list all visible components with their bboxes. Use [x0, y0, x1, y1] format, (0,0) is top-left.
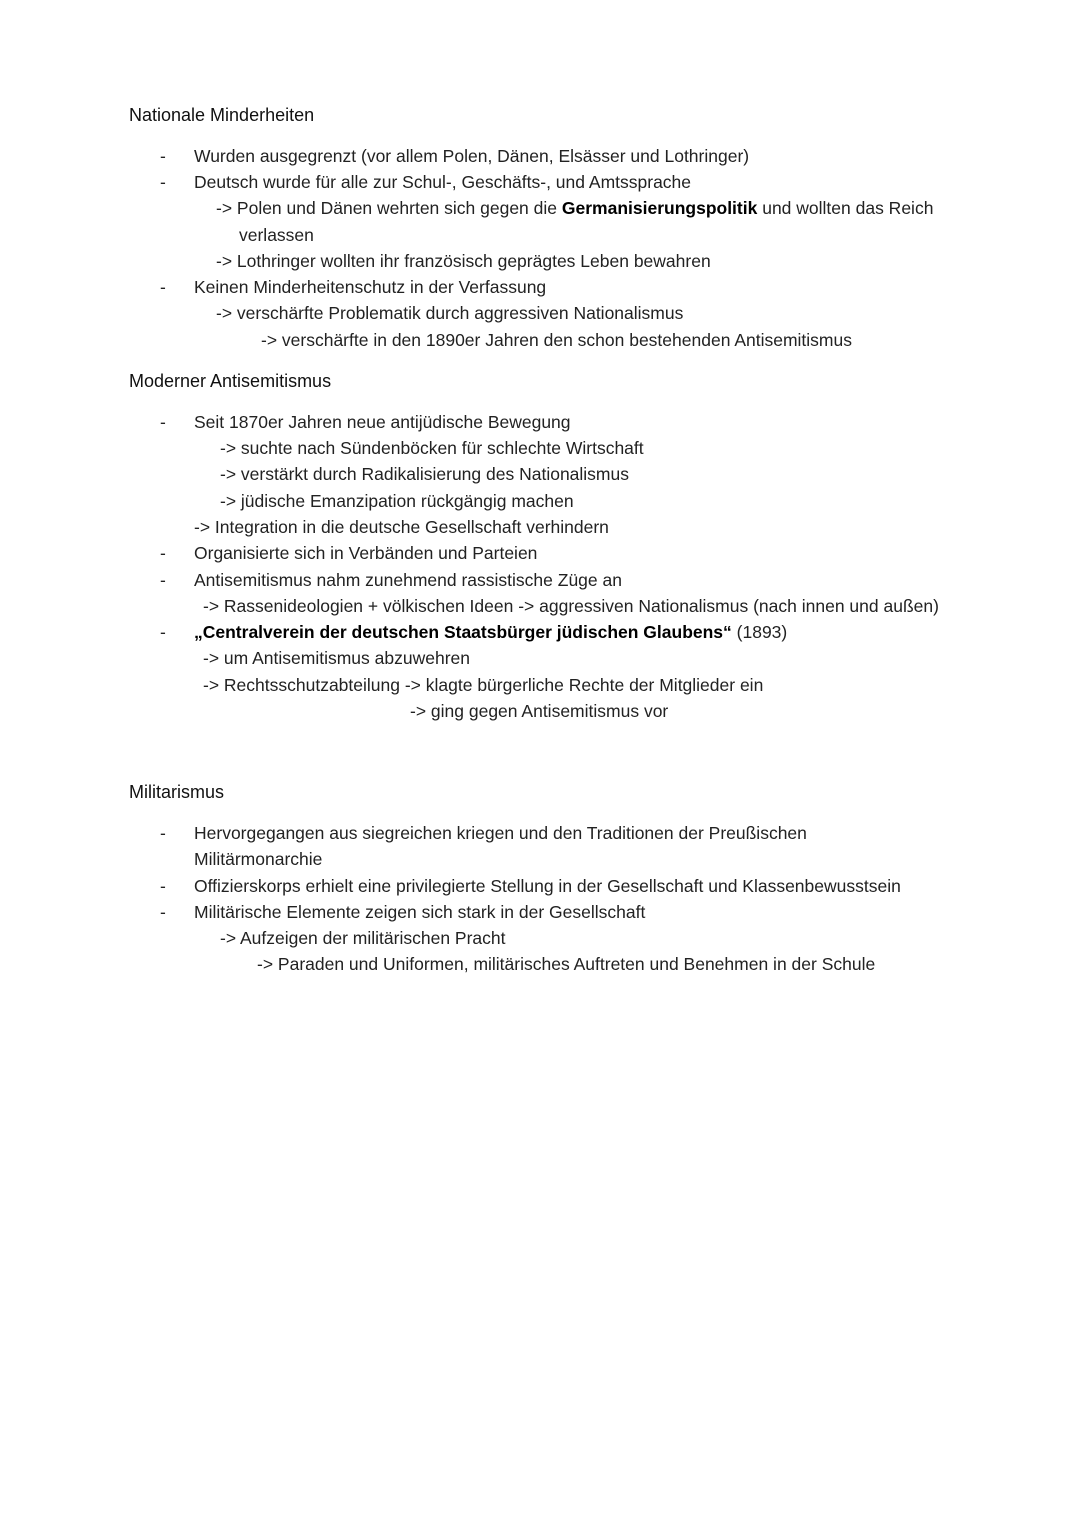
emphasis-term: Germanisierungspolitik	[561, 198, 758, 218]
bullet-text: Antisemitismus nahm zunehmend rassistische Züge an	[194, 570, 622, 590]
sub-sub-point: -> Paraden und Uniformen, militärisches Auftreten und Benehmen in der Schule	[257, 954, 876, 974]
sub-point	[216, 196, 933, 220]
sub-point: -> verschärfte Problematik durch aggressiven Nationalismus	[216, 303, 684, 323]
bullet-dash: -	[160, 622, 166, 642]
bullet-dash: -	[160, 902, 166, 922]
bullet-text: Organisierte sich in Verbänden und Parteien	[194, 543, 538, 563]
sub-point: -> Rassenideologien + völkischen Ideen -> aggressiven Nationalismus (nach innen und außen)	[203, 596, 939, 616]
bullet-dash: -	[160, 412, 166, 432]
sub-point-text: und wollten das Reich	[757, 198, 934, 218]
sub-point: -> Rechtsschutzabteilung -> klagte bürgerliche Rechte der Mitglieder ein	[203, 675, 764, 695]
bullet-dash: -	[160, 172, 166, 192]
sub-point-text: -> Polen und Dänen wehrten sich gegen die	[216, 198, 562, 218]
emphasis-term: „Centralverein der deutschen Staatsbürger jüdischen Glaubens“	[194, 622, 732, 642]
sub-point: -> Integration in die deutsche Gesellschaft verhindern	[194, 517, 609, 537]
sub-point-continuation: verlassen	[239, 225, 314, 245]
bullet-text: Deutsch wurde für alle zur Schul-, Geschäfts-, und Amtssprache	[194, 172, 692, 192]
bullet-dash: -	[160, 876, 166, 896]
sub-point: -> verstärkt durch Radikalisierung des Nationalismus	[220, 464, 629, 484]
sub-point: -> Aufzeigen der militärischen Pracht	[220, 928, 506, 948]
heading-nationale-minderheiten: Nationale Minderheiten	[129, 105, 315, 125]
bullet-text-continuation: Militärmonarchie	[194, 849, 323, 869]
bullet-dash: -	[160, 543, 166, 563]
sub-sub-point: -> ging gegen Antisemitismus vor	[410, 701, 669, 721]
bullet-dash: -	[160, 277, 166, 297]
bullet-text: Keinen Minderheitenschutz in der Verfassung	[194, 277, 547, 297]
bullet-text: Hervorgegangen aus siegreichen kriegen und den Traditionen der Preußischen	[194, 823, 807, 843]
bullet-dash: -	[160, 823, 166, 843]
sub-point: -> suchte nach Sündenböcken für schlechte Wirtschaft	[220, 438, 644, 458]
sub-point: -> um Antisemitismus abzuwehren	[203, 648, 470, 668]
bullet-text-suffix: (1893)	[731, 622, 788, 642]
bullet-text: Wurden ausgegrenzt (vor allem Polen, Dänen, Elsässer und Lothringer)	[194, 146, 750, 166]
bullet-text	[194, 620, 787, 644]
bullet-text: Militärische Elemente zeigen sich stark in der Gesellschaft	[194, 902, 646, 922]
bullet-text: Seit 1870er Jahren neue antijüdische Bewegung	[194, 412, 571, 432]
heading-militarismus: Militarismus	[129, 782, 225, 802]
bullet-dash: -	[160, 570, 166, 590]
sub-point: -> Lothringer wollten ihr französisch geprägtes Leben bewahren	[216, 251, 711, 271]
sub-sub-point: -> verschärfte in den 1890er Jahren den schon bestehenden Antisemitismus	[261, 330, 852, 350]
bullet-dash: -	[160, 146, 166, 166]
bullet-text: Offizierskorps erhielt eine privilegierte Stellung in der Gesellschaft und Klassenbewusstsein	[194, 876, 901, 896]
heading-moderner-antisemitismus: Moderner Antisemitismus	[129, 371, 332, 391]
sub-point: -> jüdische Emanzipation rückgängig machen	[220, 491, 574, 511]
